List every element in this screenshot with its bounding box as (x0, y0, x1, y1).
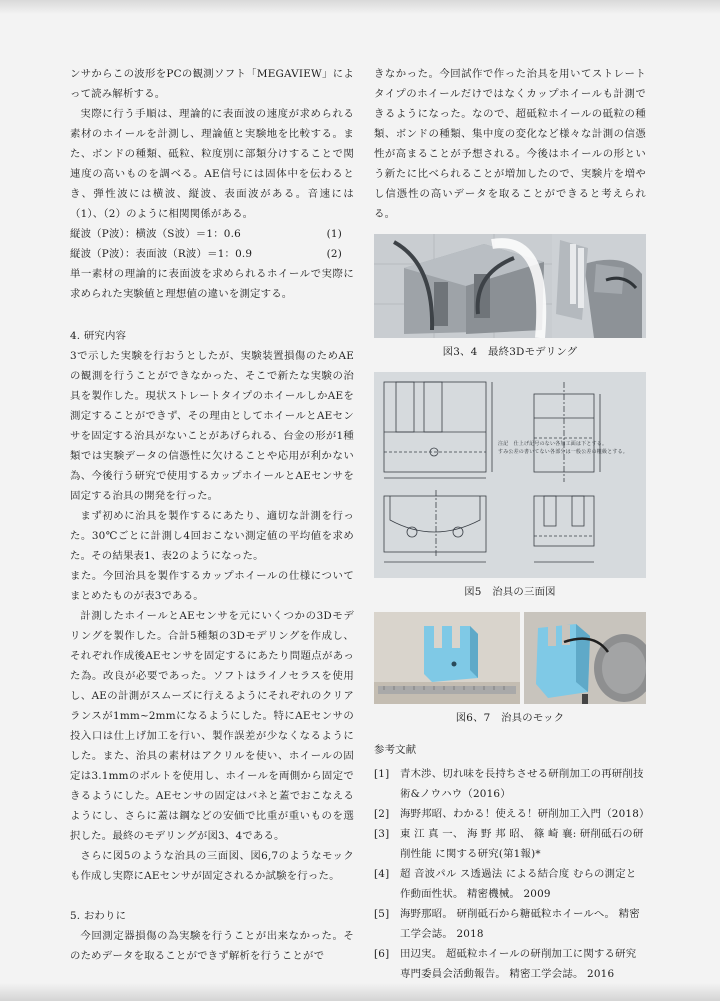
figure-5-drawing (374, 372, 646, 578)
reference-number: [3] (374, 828, 390, 840)
equation-2-number: (2) (326, 248, 342, 260)
references-heading: 参考文献 (374, 744, 417, 756)
figure-5-note-line-1: 注記 仕上げ記号のない各加工面は下とする。 (498, 441, 608, 447)
figure-7-photo (524, 612, 646, 704)
reference-text: 超 音波パル ス透過法 による結合度 むらの測定と作動面性状。 精密機械。 2009 (400, 868, 637, 900)
equation-2 (70, 244, 354, 264)
paragraph-research-3: また。今回治具を製作するカップホイールの仕様についてまとめたものが表3である。 (70, 570, 354, 602)
reference-item (374, 824, 646, 864)
figure-3-4-3d-model (374, 234, 646, 338)
equation-1-text: 縦波（P波）：横波（S波）＝1：0.6 (70, 228, 241, 240)
page-shadow-bottom (0, 983, 720, 1001)
paragraph-procedure: 実際に行う手順は、理論的に表面波の速度が求められる素材のホイールを計測し、理論値と実験地を比較する。また、ボンドの種類、砥粒、粒度別に部類分けすることで関連度の高いものを調べる。AE信号には固体中を伝わるとき、弾性波には横波、縦波、表面波がある。音速には（1）、（2）のように相関関係がある。 (70, 108, 354, 220)
figure-6-7-caption: 図6、7 治具のモック (455, 712, 565, 724)
equation-1-number: (1) (326, 228, 342, 240)
equation-2-text: 縦波（P波）：表面波（R波）＝1：0.9 (70, 248, 253, 260)
reference-item (374, 944, 646, 984)
figure-5-note (498, 440, 638, 456)
figure-3-4-render (374, 234, 646, 338)
figure-5-note-line-2: すみ公差の書いてない各部分は一般公差の粗級とする。 (498, 449, 629, 455)
paragraph-research-1: 3で示した実験を行おうとしたが、実験装置損傷のためAEの観測を行うことができなかった、そこで新たな実験の治具を製作した。現状ストレートタイプのホイールしかAEを測定することができず、その理由としてホイールとAEセンサを固定する治具がないことがあげられる、台金の形が1種類では実験データの信憑性に欠けることや応用が利かない為、今後行う研究で使用するカップホイールとAEセンサを固定する治具の開発を行った。 (70, 350, 354, 502)
references-list (374, 764, 650, 984)
figure-6-mock-photo (374, 612, 520, 704)
reference-text: 青木渉、切れ味を長持ちさせる研削加工の再研削技術&ノウハウ（2016） (400, 768, 644, 800)
reference-number: [2] (374, 808, 390, 820)
reference-number: [6] (374, 948, 390, 960)
figure-6-photo (374, 612, 520, 704)
figure-6-7-photos (374, 612, 646, 704)
reference-item (374, 764, 646, 804)
equation-1 (70, 224, 354, 244)
reference-text: 海野那昭。 研削砥石から糖砥粒ホイールへ。 精密工学会誌。 2018 (400, 908, 640, 940)
paragraph-conclusion: 今回測定器損傷の為実験を行うことが出来なかった。そのためデータを取ることができず解析を行うことがで (70, 930, 354, 962)
reference-text: 海野邦昭、わかる！使える！研削加工入門（2018） (400, 808, 650, 820)
figure-3-4-caption: 図3、4 最終3Dモデリング (442, 346, 578, 358)
reference-text: 東 江 真 一、 海 野 邦 昭、 篠 崎 襄: 研削砥石の研削性能 に関する研究(第1報)* (400, 828, 644, 860)
section-5-heading: 5. おわりに (70, 910, 127, 922)
paragraph-research-4: 計測したホイールとAEセンサを元にいくつかの3Dモデリングを製作した。合計5種類の3Dモデリングを作成し、それぞれ作成後AEセンサを固定するにあたり問題点があった為。改良が必要であった。ソフトはライノセラスを使用し、AEの計測がスムーズに行えるようにそれぞれのクリアランスが1mm~2mmになるようにした。特にAEセンサの投入口は仕上げ加工を行い、製作誤差が少なくなるようにした。また、治具の素材はアクリルを使い、ホイールの固定は3.1mmのボルトを使用し、ホイールを両側から固定できるようにした。AEセンサの固定はバネと蓋でおこなえるようにし、さらに蓋は鋼などの安価で比重が重いものを選択した。最終のモデリングが図3、4である。 (70, 610, 354, 842)
figure-5-three-view-drawing (374, 372, 646, 578)
page-shadow-top (0, 0, 720, 14)
paragraph-research-5: さらに図5のような治具の三面図、図6,7のようなモックも作成し実際にAEセンサが固定されるか試験を行った。 (70, 850, 354, 882)
paragraph-conclusion-continued: きなかった。今回試作で作った治具を用いてストレートタイプのホイールだけではなくカップホイールも計測できるようになった。なので、超砥粒ホイールの砥粒の種類、ボンドの種類、集中度の変化など様々な計測の信憑性が高まることが予想される。今後はホイールの形という新たに比べられることが増加したので、実験片を増やし信憑性の高いデータを取ることができると考えられる。 (374, 68, 646, 220)
section-4-heading: 4. 研究内容 (70, 330, 127, 342)
reference-item (374, 904, 646, 944)
reference-number: [4] (374, 868, 390, 880)
reference-number: [5] (374, 908, 390, 920)
reference-item (374, 864, 646, 904)
right-column (374, 64, 650, 984)
paragraph-intro-continued: ンサからこの波形をPCの観測ソフト「MEGAVIEW」によって読み解析する。 (70, 68, 354, 100)
reference-item (374, 804, 650, 824)
left-column (70, 64, 354, 966)
reference-number: [1] (374, 768, 390, 780)
paragraph-purpose: 単一素材の理論的に表面波を求められるホイールで実際に求められた実験値と理想値の違いを測定する。 (70, 268, 354, 300)
paragraph-research-2: まず初めに治具を製作するにあたり、適切な計測を行った。30℃ごとに計測し4回おこない測定値の平均値を求めた。その結果表1、表2のようになった。 (70, 510, 354, 562)
figure-7-mock-photo (524, 612, 646, 704)
figure-5-caption: 図5 治具の三面図 (464, 586, 556, 598)
reference-text: 田辺実。 超砥粒ホイールの研削加工に関する研究専門委員会活動報告。 精密工学会誌。 2016 (400, 948, 637, 980)
